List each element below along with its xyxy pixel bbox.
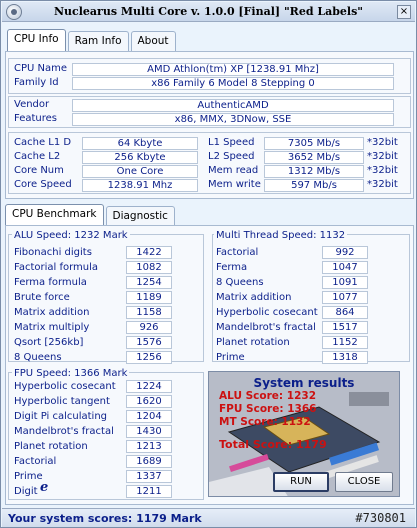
fpu-row-label: Hyperbolic tangent bbox=[14, 396, 110, 407]
multi-thread-title: Multi Thread Speed: 1132 bbox=[216, 230, 346, 241]
alu-title: ALU Speed: 1232 Mark bbox=[14, 230, 128, 241]
run-button[interactable]: RUN bbox=[273, 472, 329, 492]
multi-row-value: 864 bbox=[322, 306, 368, 319]
family-id-label: Family Id bbox=[14, 77, 59, 88]
alu-row-value: 1576 bbox=[126, 336, 172, 349]
system-results-box bbox=[208, 371, 400, 497]
fpu-row-value: 1620 bbox=[126, 395, 172, 408]
fpu-row-label: Hyperbolic cosecant bbox=[14, 381, 116, 392]
alu-row bbox=[14, 336, 204, 351]
window-title: Nuclearus Multi Core v. 1.0.0 [Final] "Red Labels" bbox=[54, 5, 363, 18]
multi-row-value: 1152 bbox=[322, 336, 368, 349]
alu-row bbox=[14, 306, 204, 321]
bottom-tab-bar bbox=[5, 206, 177, 226]
fpu-row-value: 1204 bbox=[126, 410, 172, 423]
mem-read-bits: *32bit bbox=[367, 165, 398, 176]
multi-row-label: Mandelbrot's fractal bbox=[216, 322, 316, 333]
multi-row-label: Factorial bbox=[216, 247, 259, 258]
fpu-row-label: Mandelbrot's fractal bbox=[14, 426, 114, 437]
multi-row bbox=[216, 246, 406, 261]
alu-row bbox=[14, 291, 204, 306]
tab-ram-info[interactable]: Ram Info bbox=[68, 31, 129, 51]
multi-row bbox=[216, 261, 406, 276]
l1-bits: *32bit bbox=[367, 137, 398, 148]
multi-row bbox=[216, 321, 406, 336]
l2-bits: *32bit bbox=[367, 151, 398, 162]
alu-row-value: 926 bbox=[126, 321, 172, 334]
alu-row-label: 8 Queens bbox=[14, 352, 62, 363]
multi-row-label: Prime bbox=[216, 352, 245, 363]
core-num-label: Core Num bbox=[14, 165, 64, 176]
multi-row bbox=[216, 336, 406, 351]
multi-row-label: 8 Queens bbox=[216, 277, 264, 288]
top-tab-bar bbox=[7, 31, 178, 51]
core-num-value: One Core bbox=[82, 165, 198, 178]
alu-row bbox=[14, 321, 204, 336]
fpu-row-label: Digit bbox=[14, 486, 38, 497]
total-score: Total Score: 1179 bbox=[219, 438, 327, 451]
fpu-title: FPU Speed: 1366 Mark bbox=[14, 368, 128, 379]
multi-row-label: Planet rotation bbox=[216, 337, 290, 348]
alu-row-value: 1254 bbox=[126, 276, 172, 289]
alu-row-value: 1189 bbox=[126, 291, 172, 304]
alu-row-label: Fibonachi digits bbox=[14, 247, 92, 258]
alu-score: ALU Score: 1232 bbox=[219, 390, 317, 402]
multi-row-label: Matrix addition bbox=[216, 292, 292, 303]
alu-row bbox=[14, 261, 204, 276]
cache-l2-value: 256 Kbyte bbox=[82, 151, 198, 164]
fpu-row-label: Prime bbox=[14, 471, 43, 482]
fpu-score: FPU Score: 1366 bbox=[219, 403, 317, 415]
cache-l1d-value: 64 Kbyte bbox=[82, 137, 198, 150]
status-bar bbox=[2, 508, 415, 527]
multi-row-value: 1517 bbox=[322, 321, 368, 334]
results-title: System results bbox=[253, 376, 355, 390]
alu-row-value: 1082 bbox=[126, 261, 172, 274]
l1-speed-value: 7305 Mb/s bbox=[264, 137, 364, 150]
tab-cpu-benchmark[interactable]: CPU Benchmark bbox=[5, 204, 104, 226]
alu-row-label: Matrix addition bbox=[14, 307, 90, 318]
mem-write-bits: *32bit bbox=[367, 179, 398, 190]
tab-cpu-info[interactable]: CPU Info bbox=[7, 29, 66, 51]
fpu-row bbox=[14, 395, 204, 410]
mt-score: MT Score: 1132 bbox=[219, 416, 311, 428]
core-speed-value: 1238.91 Mhz bbox=[82, 179, 198, 192]
alu-row-value: 1422 bbox=[126, 246, 172, 259]
multi-row-label: Ferma bbox=[216, 262, 248, 273]
fpu-row-label: Factorial bbox=[14, 456, 57, 467]
family-id-value: x86 Family 6 Model 8 Stepping 0 bbox=[72, 77, 394, 90]
fpu-row-value: 1213 bbox=[126, 440, 172, 453]
fpu-row-value: 1337 bbox=[126, 470, 172, 483]
cache-l2-label: Cache L2 bbox=[14, 151, 61, 162]
mem-read-value: 1312 Mb/s bbox=[264, 165, 364, 178]
alu-row-label: Qsort [256kb] bbox=[14, 337, 84, 348]
vendor-value: AuthenticAMD bbox=[72, 99, 394, 112]
fpu-row-label: Planet rotation bbox=[14, 441, 88, 452]
mem-write-value: 597 Mb/s bbox=[264, 179, 364, 192]
vendor-label: Vendor bbox=[14, 99, 50, 110]
fpu-row-value: 1211 bbox=[126, 485, 172, 498]
fpu-row bbox=[14, 410, 204, 425]
cache-l1d-label: Cache L1 D bbox=[14, 137, 72, 148]
close-button[interactable]: CLOSE bbox=[335, 472, 393, 492]
cpu-info-panel bbox=[5, 51, 414, 199]
alu-row-label: Ferma formula bbox=[14, 277, 87, 288]
alu-row-value: 1158 bbox=[126, 306, 172, 319]
mem-write-label: Mem write bbox=[208, 179, 261, 190]
mem-read-label: Mem read bbox=[208, 165, 259, 176]
fpu-row-value: 1224 bbox=[126, 380, 172, 393]
l2-speed-label: L2 Speed bbox=[208, 151, 255, 162]
watermark: #730801 bbox=[355, 511, 406, 525]
alu-row-label: Matrix multiply bbox=[14, 322, 90, 333]
core-speed-label: Core Speed bbox=[14, 179, 72, 190]
alu-row bbox=[14, 276, 204, 291]
features-value: x86, MMX, 3DNow, SSE bbox=[72, 113, 394, 126]
tab-about[interactable]: About bbox=[131, 31, 176, 51]
l1-speed-label: L1 Speed bbox=[208, 137, 255, 148]
alu-row bbox=[14, 351, 204, 366]
fpu-row-label: Digit Pi calculating bbox=[14, 411, 108, 422]
multi-row bbox=[216, 351, 406, 366]
multi-row-label: Hyperbolic cosecant bbox=[216, 307, 318, 318]
multi-row-value: 992 bbox=[322, 246, 368, 259]
multi-row-value: 1077 bbox=[322, 291, 368, 304]
multi-row bbox=[216, 306, 406, 321]
alu-row-value: 1256 bbox=[126, 351, 172, 364]
fpu-row bbox=[14, 425, 204, 440]
fpu-row bbox=[14, 440, 204, 455]
tab-diagnostic[interactable]: Diagnostic bbox=[106, 206, 175, 226]
fpu-row bbox=[14, 380, 204, 395]
multi-row bbox=[216, 291, 406, 306]
alu-row bbox=[14, 246, 204, 261]
fpu-row-value: 1689 bbox=[126, 455, 172, 468]
l2-speed-value: 3652 Mb/s bbox=[264, 151, 364, 164]
fpu-row-value: 1430 bbox=[126, 425, 172, 438]
cpu-name-label: CPU Name bbox=[14, 63, 68, 74]
multi-row-value: 1318 bbox=[322, 351, 368, 364]
multi-row-value: 1091 bbox=[322, 276, 368, 289]
system-score-text: Your system scores: 1179 Mark bbox=[8, 512, 202, 525]
alu-row-label: Brute force bbox=[14, 292, 70, 303]
fpu-row bbox=[14, 455, 204, 470]
multi-row bbox=[216, 276, 406, 291]
close-icon[interactable]: × bbox=[397, 5, 411, 19]
title-bar[interactable] bbox=[2, 2, 415, 22]
cpu-name-value: AMD Athlon(tm) XP [1238.91 Mhz] bbox=[72, 63, 394, 76]
alu-row-label: Factorial formula bbox=[14, 262, 99, 273]
e-icon: e bbox=[40, 480, 49, 495]
features-label: Features bbox=[14, 113, 57, 124]
multi-row-value: 1047 bbox=[322, 261, 368, 274]
